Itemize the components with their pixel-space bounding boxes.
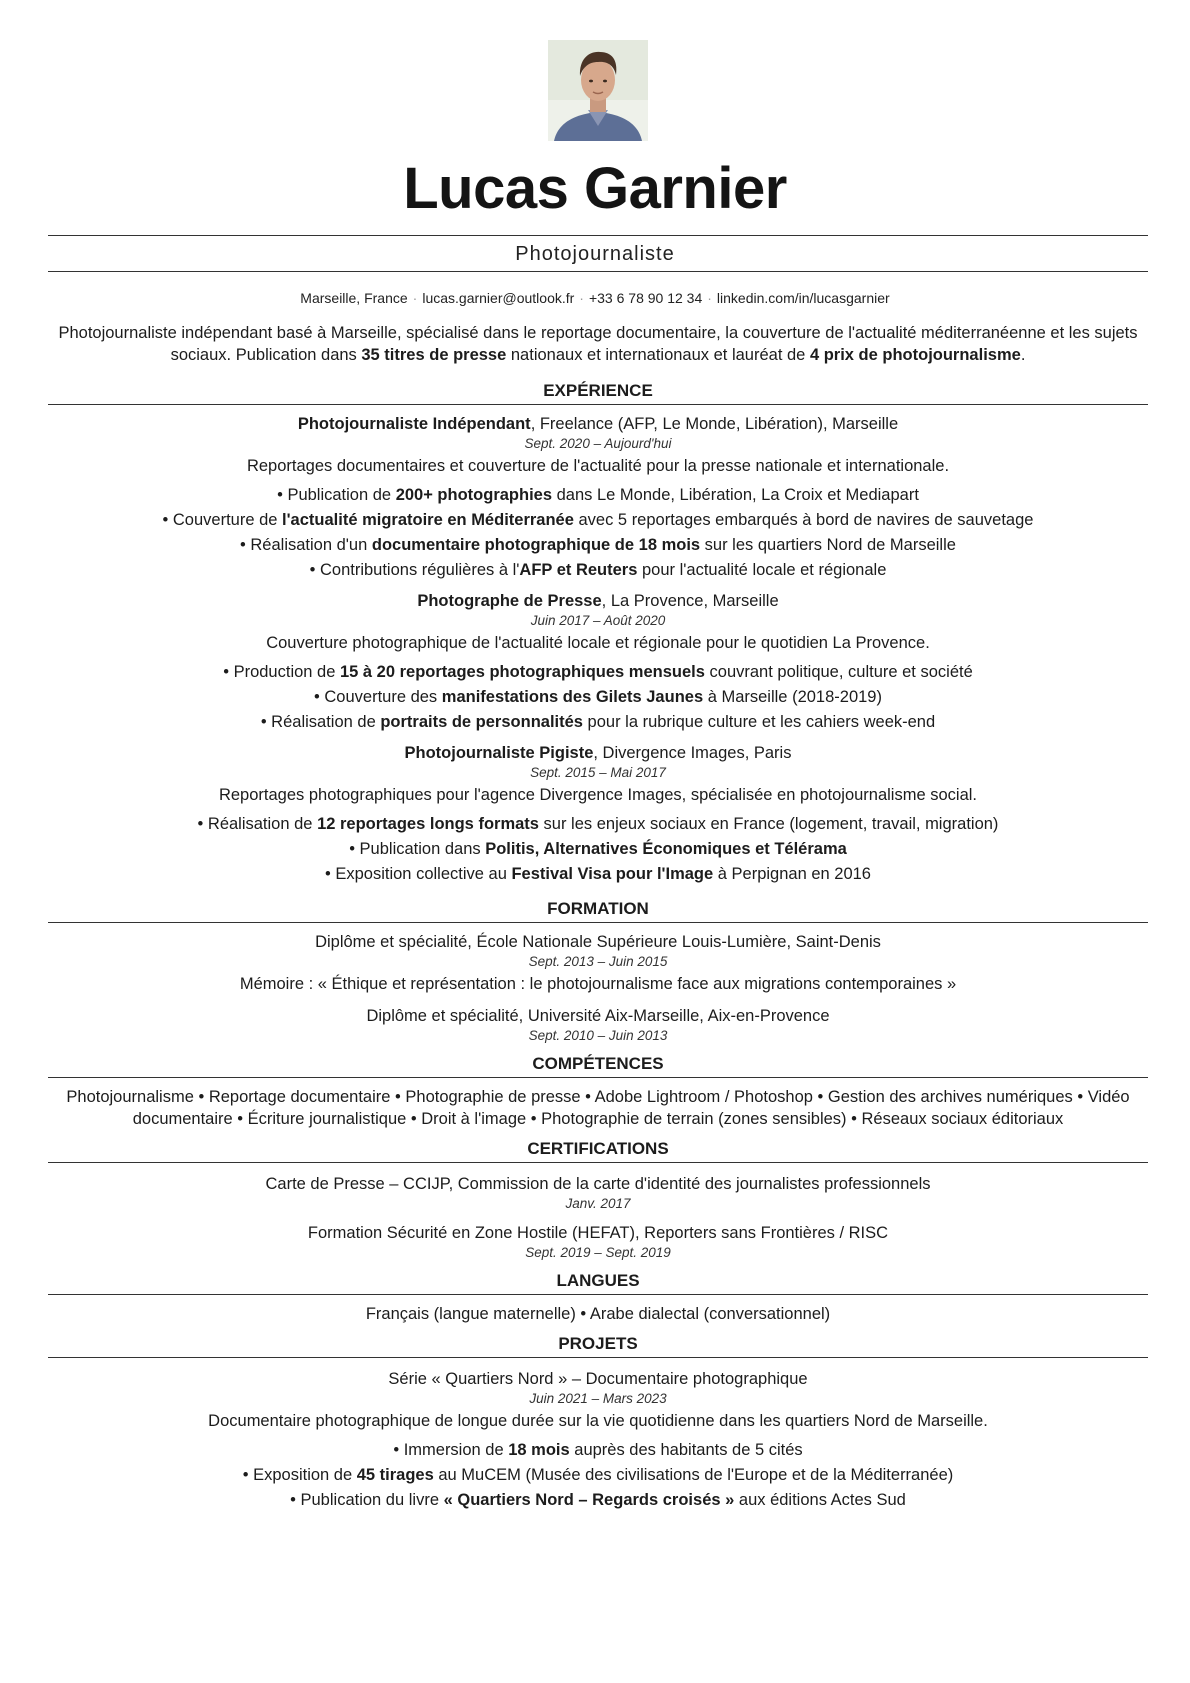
header-divider-bottom xyxy=(48,271,1148,272)
bullet-item: • Publication de 200+ photographies dans Le Monde, Libération, La Croix et Mediapart xyxy=(277,486,919,504)
experience-entry xyxy=(48,590,1148,735)
contact-linkedin[interactable]: linkedin.com/in/lucasgarnier xyxy=(716,290,890,306)
bullet-item: • Réalisation de portraits de personnalités pour la rubrique culture et les cahiers week-end xyxy=(260,713,936,731)
experience-entry xyxy=(48,413,1148,583)
entry-description: Couverture photographique de l'actualité locale et régionale pour le quotidien La Provence. xyxy=(266,634,930,652)
entry-organization: , Freelance (AFP, Le Monde, Libération), Marseille xyxy=(530,415,899,433)
portrait-image xyxy=(548,40,648,141)
section-title-education: FORMATION xyxy=(48,897,1148,923)
entry-dates: Sept. 2010 – Juin 2013 xyxy=(528,1028,668,1043)
certification-entry xyxy=(48,1222,1148,1261)
summary-text: . xyxy=(1020,346,1026,364)
summary-text: Photojournaliste indépendant basé à Marseille, spécialisé dans le reportage documentaire, la couverture de l'actualité méditerranéenne et les sujets sociaux. Publication dans xyxy=(58,324,1138,364)
entry-dates: Sept. 2015 – Mai 2017 xyxy=(530,765,666,780)
contact-location: Marseille, France xyxy=(300,290,408,306)
entry-description: Documentaire photographique de longue durée sur la vie quotidienne dans les quartiers Nord de Marseille. xyxy=(208,1412,988,1430)
summary-highlight: 4 prix de photojournalisme xyxy=(809,346,1021,364)
bullet-item: • Publication du livre « Quartiers Nord – Regards croisés » aux éditions Actes Sud xyxy=(290,1491,906,1509)
header-divider-top xyxy=(48,235,1148,236)
entry-dates: Sept. 2019 – Sept. 2019 xyxy=(525,1245,671,1260)
entry-dates: Sept. 2013 – Juin 2015 xyxy=(528,954,668,969)
entry-title: Carte de Presse – CCIJP, Commission de la carte d'identité des journalistes professionnels xyxy=(265,1175,931,1193)
entry-bullets xyxy=(48,1438,1148,1513)
section-title-experience: EXPÉRIENCE xyxy=(48,379,1148,405)
section-title-certifications: CERTIFICATIONS xyxy=(48,1137,1148,1163)
entry-dates: Juin 2021 – Mars 2023 xyxy=(529,1391,667,1406)
entry-role: Photographe de Presse xyxy=(417,592,602,610)
entry-role: Photojournaliste Pigiste xyxy=(404,744,594,762)
bullet-item: • Contributions régulières à l'AFP et Reuters pour l'actualité locale et régionale xyxy=(309,561,887,579)
resume-content xyxy=(48,322,1148,1513)
bullet-item: • Exposition collective au Festival Visa pour l'Image à Perpignan en 2016 xyxy=(325,865,871,883)
entry-dates: Sept. 2020 – Aujourd'hui xyxy=(524,436,672,451)
bullet-item: • Réalisation d'un documentaire photographique de 18 mois sur les quartiers Nord de Marseille xyxy=(240,536,956,554)
job-headline: Photojournaliste xyxy=(515,243,675,265)
section-title-projects: PROJETS xyxy=(48,1332,1148,1358)
entry-title: Diplôme et spécialité, Université Aix-Marseille, Aix-en-Provence xyxy=(366,1007,830,1025)
candidate-name: Lucas Garnier xyxy=(403,156,787,221)
bullet-item: • Publication dans Politis, Alternatives Économiques et Télérama xyxy=(349,840,847,858)
entry-organization: , La Provence, Marseille xyxy=(601,592,779,610)
entry-description: Reportages documentaires et couverture de l'actualité pour la presse nationale et internationale. xyxy=(246,457,950,475)
entry-bullets xyxy=(48,812,1148,887)
entry-title xyxy=(48,742,1148,764)
experience-entry xyxy=(48,742,1148,887)
entry-title: Série « Quartiers Nord » – Documentaire photographique xyxy=(388,1370,808,1388)
bullet-item: • Couverture de l'actualité migratoire en Méditerranée avec 5 reportages embarqués à bord de navires de sauvetage xyxy=(162,511,1034,529)
entry-title xyxy=(48,590,1148,612)
entry-role: Photojournaliste Indépendant xyxy=(297,415,531,433)
entry-dates: Janv. 2017 xyxy=(565,1196,631,1211)
bullet-item: • Production de 15 à 20 reportages photographiques mensuels couvrant politique, culture et société xyxy=(223,663,973,681)
section-title-languages: LANGUES xyxy=(48,1269,1148,1295)
entry-organization: , Divergence Images, Paris xyxy=(593,744,792,762)
contact-line xyxy=(0,289,1190,307)
summary-highlight: 35 titres de presse xyxy=(361,346,507,364)
entry-bullets xyxy=(48,483,1148,583)
contact-separator: · xyxy=(412,290,418,306)
languages-list: Français (langue maternelle) • Arabe dialectal (conversationnel) xyxy=(365,1305,831,1323)
bullet-item: • Exposition de 45 tirages au MuCEM (Musée des civilisations de l'Europe et de la Méditerranée) xyxy=(242,1466,954,1484)
skills-list: Photojournalisme • Reportage documentaire • Photographie de presse • Adobe Lightroom / Photoshop • Gestion des archives numériques • Vidéo documentaire • Écriture journalistique • Droit à l'image • Photographie de terrain (zones sensibles) • Réseaux sociaux éditoriaux xyxy=(66,1088,1130,1128)
education-entry xyxy=(48,1005,1148,1044)
contact-separator: · xyxy=(707,290,712,306)
entry-bullets xyxy=(48,660,1148,735)
summary-text: nationaux et internationaux et lauréat de xyxy=(506,346,810,364)
profile-photo xyxy=(548,40,648,141)
bullet-item: • Immersion de 18 mois auprès des habitants de 5 cités xyxy=(393,1441,803,1459)
contact-phone[interactable]: +33 6 78 90 12 34 xyxy=(588,290,703,306)
entry-dates: Juin 2017 – Août 2020 xyxy=(530,613,666,628)
bullet-item: • Réalisation de 12 reportages longs formats sur les enjeux sociaux en France (logement, travail, migration) xyxy=(197,815,999,833)
bullet-item: • Couverture des manifestations des Gilets Jaunes à Marseille (2018-2019) xyxy=(314,688,882,706)
summary-paragraph xyxy=(48,322,1148,366)
contact-separator: · xyxy=(579,290,584,306)
entry-description: Mémoire : « Éthique et représentation : le photojournalisme face aux migrations contemporaines » xyxy=(239,975,957,993)
section-title-skills: COMPÉTENCES xyxy=(48,1052,1148,1078)
entry-title xyxy=(48,413,1148,435)
project-entry xyxy=(48,1368,1148,1513)
entry-description: Reportages photographiques pour l'agence Divergence Images, spécialisée en photojournalisme social. xyxy=(218,786,978,804)
entry-title: Formation Sécurité en Zone Hostile (HEFAT), Reporters sans Frontières / RISC xyxy=(307,1224,889,1242)
education-entry xyxy=(48,931,1148,995)
contact-email[interactable]: lucas.garnier@outlook.fr xyxy=(422,290,575,306)
certification-entry xyxy=(48,1173,1148,1212)
entry-title: Diplôme et spécialité, École Nationale Supérieure Louis-Lumière, Saint-Denis xyxy=(315,933,881,951)
